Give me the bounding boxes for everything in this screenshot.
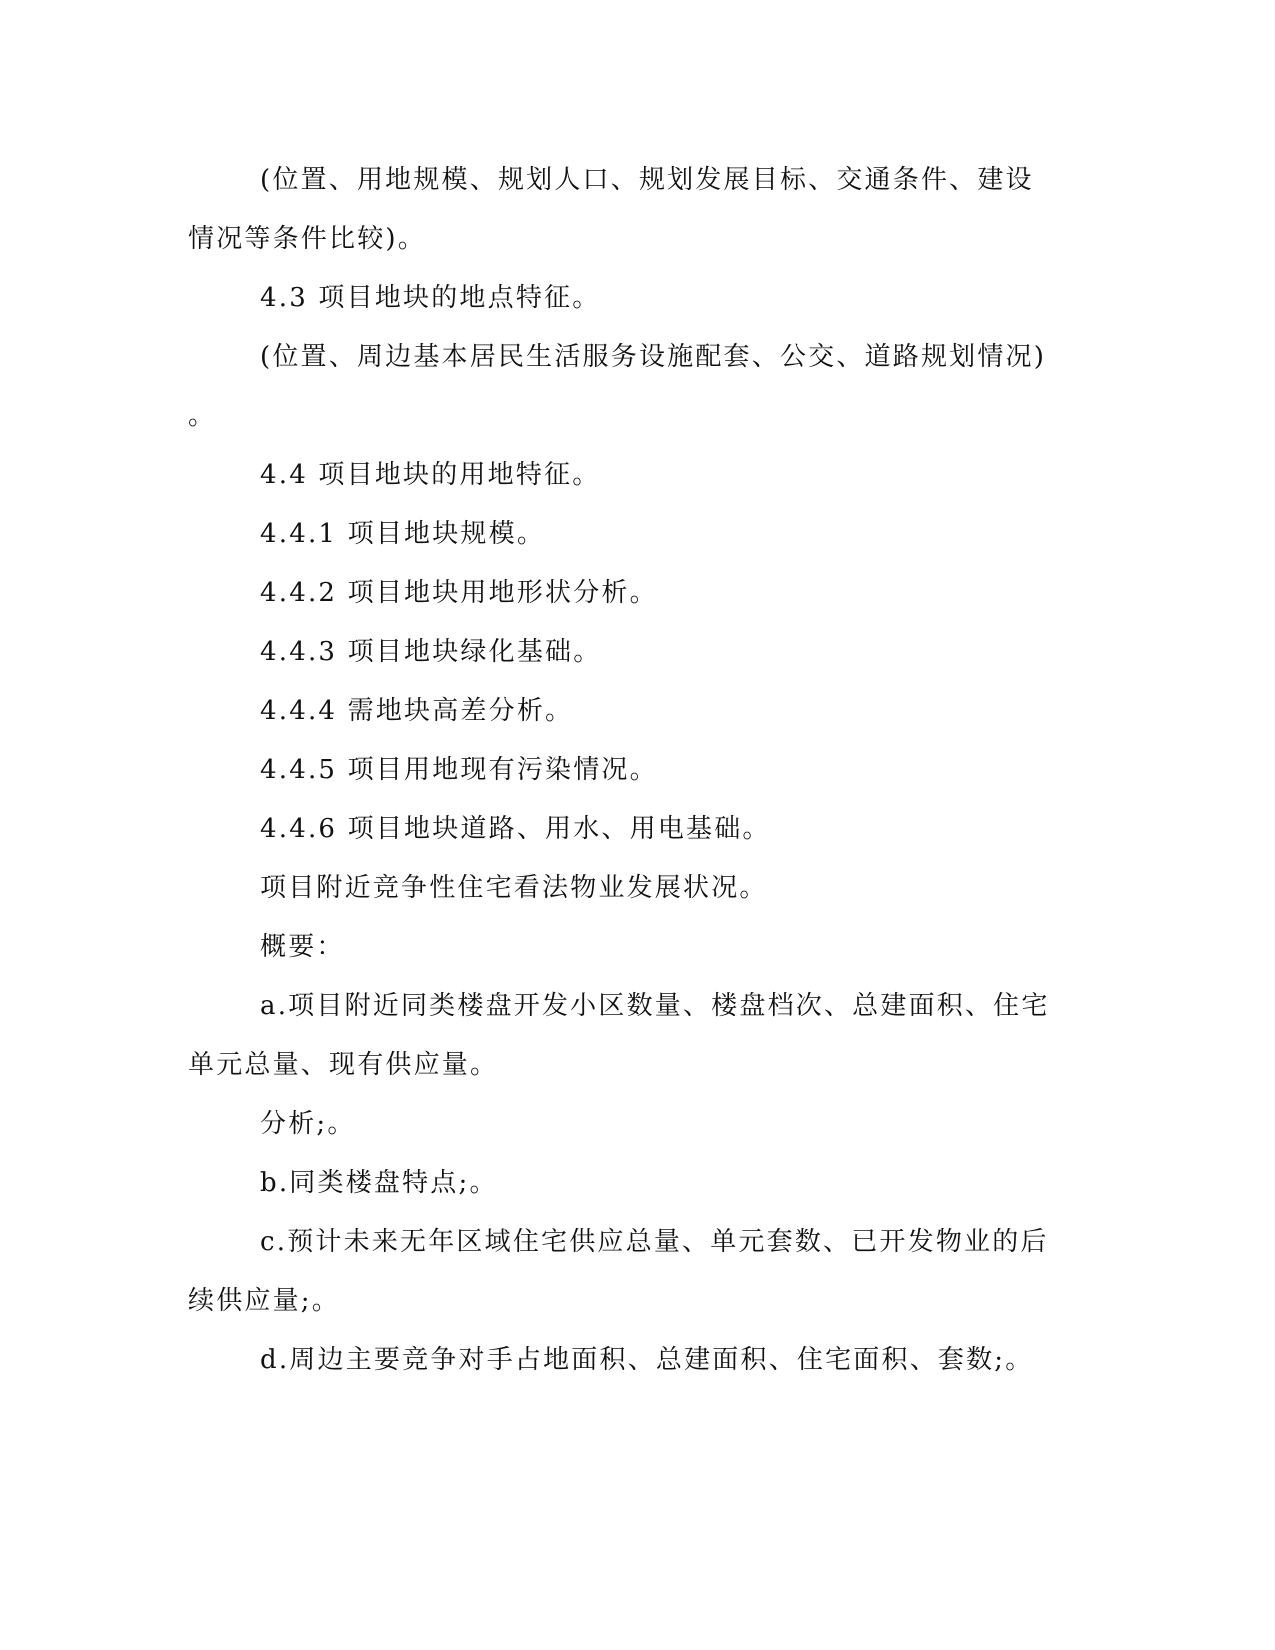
list-item-a: a.项目附近同类楼盘开发小区数量、楼盘档次、总建面积、住宅 [260, 991, 1050, 1021]
subsection-heading-4-4-1: 4.4.1 项目地块规模。 [260, 519, 546, 549]
paragraph-line: 分析;。 [260, 1109, 356, 1139]
paragraph-line: 项目附近竞争性住宅看法物业发展状况。 [260, 873, 768, 903]
list-item-a-continued: 单元总量、现有供应量。 [188, 1050, 499, 1080]
paragraph-line: (位置、用地规模、规划人口、规划发展目标、交通条件、建设 [260, 165, 1034, 195]
list-item-b: b.同类楼盘特点;。 [260, 1168, 498, 1198]
paragraph-line: (位置、周边基本居民生活服务设施配套、公交、道路规划情况) [260, 342, 1047, 372]
paragraph-line: 情况等条件比较)。 [188, 224, 426, 254]
section-heading-4-4: 4.4 项目地块的用地特征。 [260, 460, 601, 490]
summary-label: 概要： [260, 932, 345, 962]
subsection-heading-4-4-2: 4.4.2 项目地块用地形状分析。 [260, 578, 658, 608]
subsection-heading-4-4-6: 4.4.6 项目地块道路、用水、用电基础。 [260, 814, 771, 844]
paragraph-line: 。 [188, 401, 217, 431]
subsection-heading-4-4-5: 4.4.5 项目用地现有污染情况。 [260, 755, 658, 785]
section-heading-4-3: 4.3 项目地块的地点特征。 [260, 283, 601, 313]
list-item-d: d.周边主要竞争对手占地面积、总建面积、住宅面积、套数;。 [260, 1345, 1034, 1375]
subsection-heading-4-4-3: 4.4.3 项目地块绿化基础。 [260, 637, 602, 667]
subsection-heading-4-4-4: 4.4.4 需地块高差分析。 [260, 696, 574, 726]
list-item-c-continued: 续供应量;。 [188, 1286, 340, 1316]
list-item-c: c.预计未来无年区域住宅供应总量、单元套数、已开发物业的后 [260, 1227, 1049, 1257]
